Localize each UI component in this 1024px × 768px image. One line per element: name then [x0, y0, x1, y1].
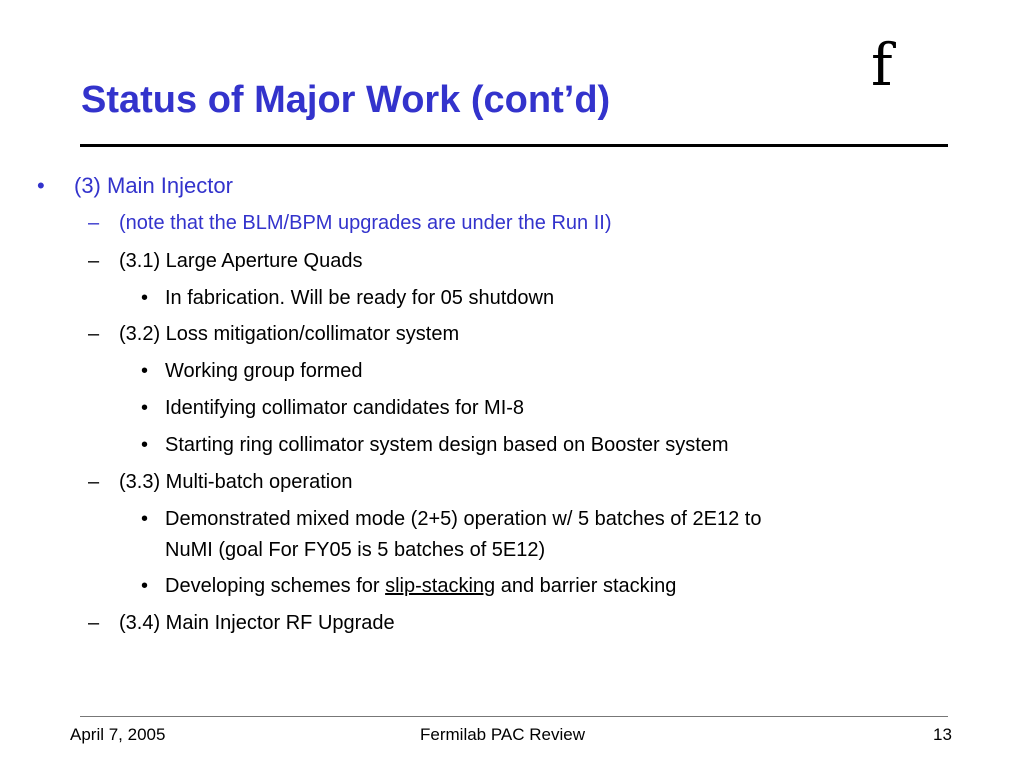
bullet-marker: • — [141, 360, 149, 382]
list-item-text: (3.3) Multi-batch operation — [119, 471, 353, 493]
dash-marker: – — [88, 212, 100, 234]
list-item-text: (3.4) Main Injector RF Upgrade — [119, 612, 395, 634]
list-item-text: (3) Main Injector — [74, 173, 233, 198]
footer-page-number: 13 — [933, 725, 952, 744]
fermilab-logo: f — [871, 31, 893, 99]
dash-marker: – — [88, 612, 100, 634]
dash-marker: – — [88, 250, 100, 272]
bullet-marker: • — [141, 287, 149, 309]
slip-stacking-link[interactable]: slip-stacking — [385, 575, 496, 597]
list-item-text: (note that the BLM/BPM upgrades are under the Run II) — [119, 212, 612, 234]
bullet-marker: • — [141, 508, 149, 530]
bullet-marker: • — [141, 575, 149, 597]
bullet-marker: • — [37, 173, 45, 198]
list-item-text: (3.1) Large Aperture Quads — [119, 250, 363, 272]
dash-marker: – — [88, 323, 100, 345]
list-item-text: Identifying collimator candidates for MI-8 — [165, 397, 525, 419]
footer-date: April 7, 2005 — [70, 725, 166, 744]
list-item-text: In fabrication. Will be ready for 05 shutdown — [165, 287, 555, 309]
text-segment: Developing schemes for — [165, 575, 386, 597]
list-item-text: NuMI (goal For FY05 is 5 batches of 5E12) — [165, 539, 546, 561]
bullet-marker: • — [141, 397, 149, 419]
list-item-text — [165, 571, 676, 601]
text-segment: and barrier stacking — [495, 575, 677, 597]
list-item-text: Working group formed — [165, 360, 363, 382]
dash-marker: – — [88, 471, 100, 493]
list-item-text: (3.2) Loss mitigation/collimator system — [119, 323, 460, 345]
bullet-marker: • — [141, 434, 149, 456]
list-item-text: Starting ring collimator system design based on Booster system — [165, 434, 729, 456]
footer-divider — [80, 716, 948, 717]
footer-event: Fermilab PAC Review — [420, 725, 586, 744]
list-item-text: Demonstrated mixed mode (2+5) operation w/ 5 batches of 2E12 to — [165, 508, 762, 530]
slide-title: Status of Major Work (cont’d) — [81, 79, 611, 121]
